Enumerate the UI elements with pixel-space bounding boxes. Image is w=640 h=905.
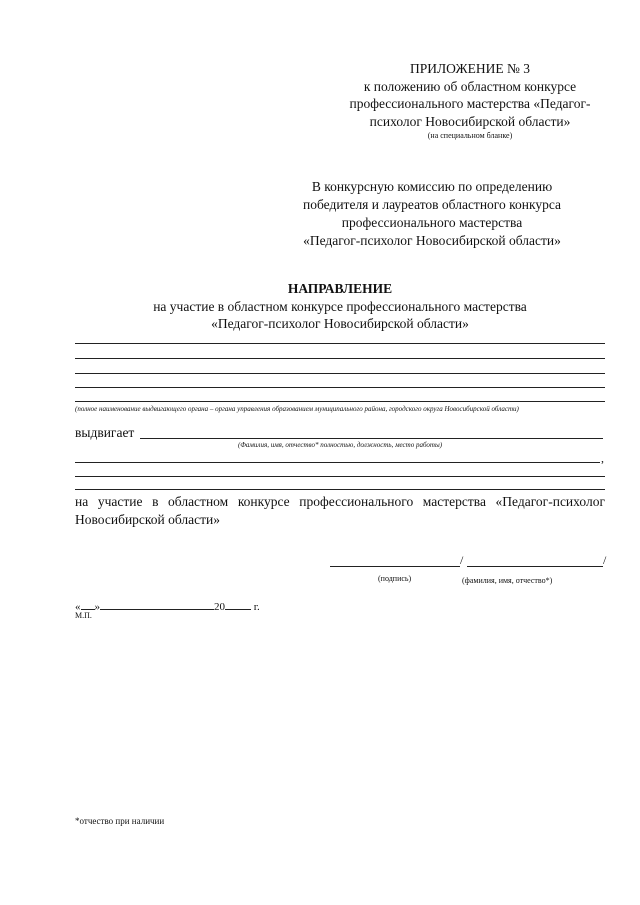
addressee-line: победителя и лауреатов областного конкурса — [302, 197, 562, 212]
nominee-fill-line[interactable] — [75, 462, 600, 463]
addressee-block — [262, 178, 602, 250]
signature-caption: (подпись) — [378, 574, 412, 583]
annex-number: ПРИЛОЖЕНИЕ № 3 — [409, 61, 531, 76]
document-subtitle — [70, 298, 610, 332]
name-fill-line[interactable] — [467, 566, 603, 567]
stamp-label: М.П. — [75, 611, 92, 620]
date-open-quote: « — [75, 601, 81, 613]
comma-mark: , — [601, 451, 604, 465]
nominee-fill-line[interactable] — [140, 438, 603, 439]
footnote: *отчество при наличии — [75, 816, 165, 826]
annex-line: к положению об областном конкурсе — [363, 78, 577, 94]
year-fill[interactable] — [225, 598, 251, 610]
annex-line: психолог Новосибирской области» — [369, 113, 571, 129]
day-fill[interactable] — [81, 598, 95, 610]
participation-text: на участие в областном конкурсе профессионального мастерства «Педагог-психолог Новосибирской области» — [75, 494, 605, 527]
org-fill-line[interactable] — [75, 373, 605, 374]
annex-line: профессионального мастерства «Педагог- — [349, 96, 591, 111]
addressee-line: В конкурсную комиссию по определению — [311, 179, 553, 194]
nominee-fill-line[interactable] — [75, 476, 605, 477]
signature-slash: / — [603, 553, 607, 567]
org-caption: (полное наименование выдвигающего органа – органа управления образованием муниципального района, городского округа Новосибирской области) — [75, 405, 519, 413]
date-line — [75, 598, 260, 613]
document-title: НАПРАВЛЕНИЕ — [287, 281, 393, 296]
blank-note: (на специальном бланке) — [427, 131, 513, 140]
person-caption: (Фамилия, имя, отчество* полностью, должность, место работы) — [237, 441, 443, 449]
year-prefix: 20 — [214, 601, 225, 613]
addressee-line: «Педагог-психолог Новосибирской области» — [303, 233, 561, 248]
addressee-line: профессионального мастерства — [341, 215, 523, 230]
annex-header — [300, 60, 640, 141]
org-fill-line[interactable] — [75, 401, 605, 402]
nominee-fill-line[interactable] — [75, 489, 605, 490]
org-fill-line[interactable] — [75, 343, 605, 344]
subtitle-line: «Педагог-психолог Новосибирской области» — [211, 316, 469, 331]
signature-fill-line[interactable] — [330, 566, 460, 567]
org-fill-line[interactable] — [75, 358, 605, 359]
nominates-label: выдвигает — [75, 425, 135, 440]
date-close-quote: » — [94, 601, 100, 613]
org-fill-line[interactable] — [75, 387, 605, 388]
month-fill[interactable] — [100, 598, 214, 610]
year-suffix: г. — [251, 601, 260, 613]
subtitle-line: на участие в областном конкурсе профессионального мастерства — [153, 299, 527, 314]
name-caption: (фамилия, имя, отчество*) — [462, 576, 553, 585]
signature-slash: / — [460, 553, 464, 567]
